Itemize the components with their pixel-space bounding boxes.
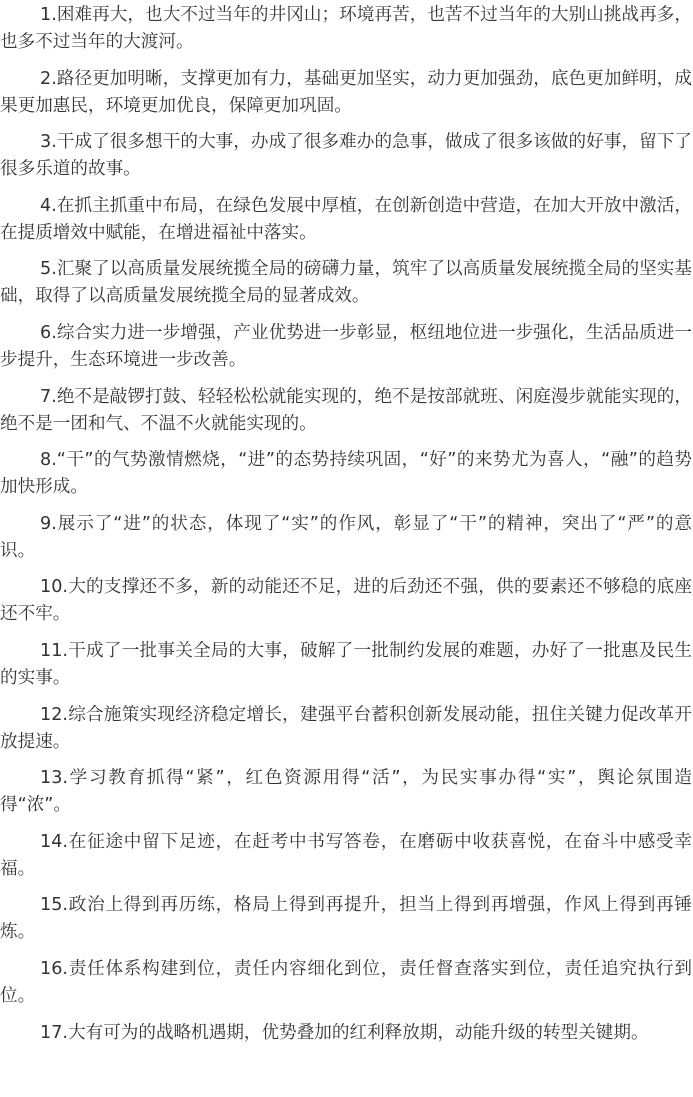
paragraph-6: 6.综合实力进一步增强，产业优势进一步彰显，枢纽地位进一步强化，生活品质进一步提升，生态环境进一步改善。 — [0, 322, 692, 370]
paragraph-3: 3.干成了很多想干的大事，办成了很多难办的急事，做成了很多该做的好事，留下了很多乐道的故事。 — [0, 132, 692, 180]
paragraph-12: 12.综合施策实现经济稳定增长，建强平台蓄积创新发展动能，扭住关键力促改革开放提速。 — [0, 704, 692, 752]
paragraph-17: 17.大有可为的战略机遇期，优势叠加的红利释放期，动能升级的转型关键期。 — [40, 1022, 649, 1043]
paragraph-14: 14.在征途中留下足迹，在赶考中书写答卷，在磨砺中收获喜悦，在奋斗中感受幸福。 — [0, 831, 692, 879]
paragraph-5: 5.汇聚了以高质量发展统揽全局的磅礴力量，筑牢了以高质量发展统揽全局的坚实基础，取得了以高质量发展统揽全局的显著成效。 — [0, 259, 692, 307]
paragraph-2: 2.路径更加明晰，支撑更加有力，基础更加坚实，动力更加强劲，底色更加鲜明，成果更加惠民，环境更加优良，保障更加巩固。 — [0, 68, 692, 116]
paragraph-13: 13.学习教育抓得“紧”，红色资源用得“活”，为民实事办得“实”，舆论氛围造得“浓”。 — [0, 768, 692, 816]
paragraph-16: 16.责任体系构建到位，责任内容细化到位，责任督查落实到位，责任追究执行到位。 — [0, 958, 692, 1006]
paragraph-15: 15.政治上得到再历练，格局上得到再提升，担当上得到再增强，作风上得到再锤炼。 — [0, 895, 692, 943]
paragraph-8: 8.“干”的气势激情燃烧，“进”的态势持续巩固，“好”的来势尤为喜人，“融”的趋势加快形成。 — [0, 450, 692, 498]
paragraph-4: 4.在抓主抓重中布局，在绿色发展中厚植，在创新创造中营造，在加大开放中激活，在提质增效中赋能，在增进福祉中落实。 — [0, 195, 692, 243]
paragraph-11: 11.干成了一批事关全局的大事，破解了一批制约发展的难题，办好了一批惠及民生的实事。 — [0, 640, 692, 688]
paragraph-10: 10.大的支撑还不多，新的动能还不足，进的后劲还不强，供的要素还不够稳的底座还不牢。 — [0, 577, 692, 625]
paragraph-9: 9.展示了“进”的状态，体现了“实”的作风，彰显了“干”的精神，突出了“严”的意识。 — [0, 513, 692, 561]
paragraph-7: 7.绝不是敲锣打鼓、轻轻松松就能实现的，绝不是按部就班、闲庭漫步就能实现的，绝不是一团和气、不温不火就能实现的。 — [0, 386, 692, 434]
paragraph-1: 1.困难再大，也大不过当年的井冈山；环境再苦，也苦不过当年的大别山挑战再多，也多不过当年的大渡河。 — [0, 5, 692, 52]
